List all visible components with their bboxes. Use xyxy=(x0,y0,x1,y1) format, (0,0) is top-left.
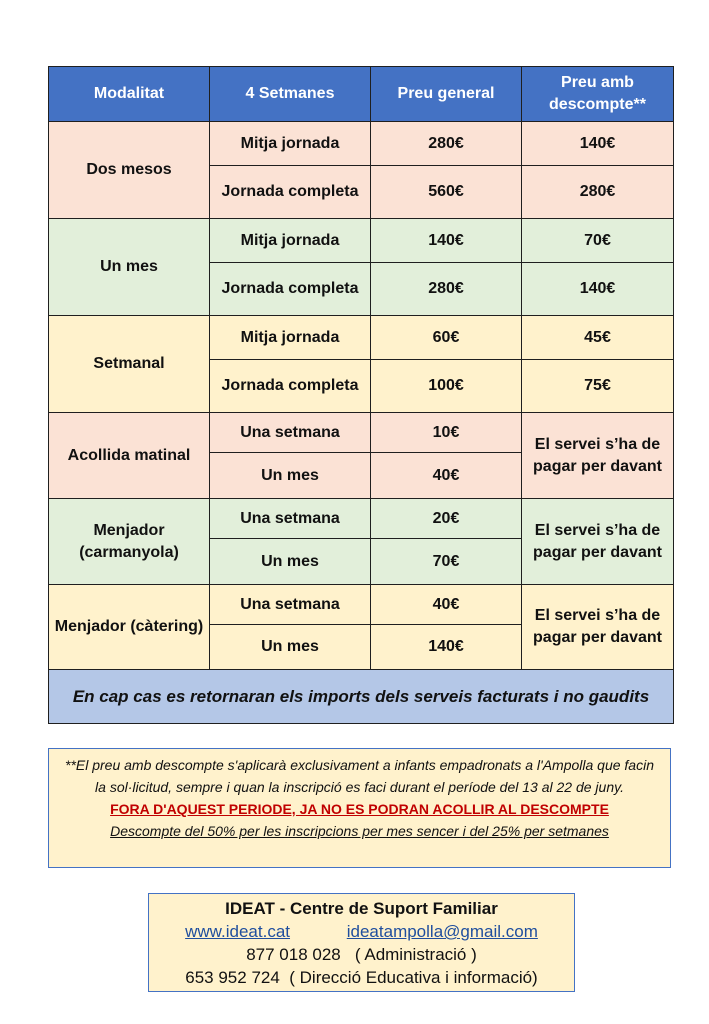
setmanes-cell: Un mes xyxy=(210,453,371,499)
price-table xyxy=(48,66,674,724)
modalitat-cell: Acollida matinal xyxy=(49,413,210,499)
header-setmanes: 4 Setmanes xyxy=(210,67,371,122)
email-link[interactable]: ideatampolla@gmail.com xyxy=(346,922,538,941)
setmanes-cell: Jornada completa xyxy=(210,360,371,413)
general-price-cell: 140€ xyxy=(371,625,522,670)
setmanes-cell: Un mes xyxy=(210,539,371,585)
table-row xyxy=(49,316,674,360)
setmanes-cell: Mitja jornada xyxy=(210,122,371,166)
discount-price-cell: 75€ xyxy=(522,360,674,413)
modalitat-cell: Setmanal xyxy=(49,316,210,413)
general-price-cell: 40€ xyxy=(371,585,522,625)
header-modalitat: Modalitat xyxy=(49,67,210,122)
no-refund-notice: En cap cas es retornaran els imports dels serveis facturats i no gaudits xyxy=(49,670,674,724)
prepay-note-cell: El servei s’ha de pagar per davant xyxy=(522,585,674,670)
contact-box xyxy=(148,893,575,992)
table-footer-row xyxy=(49,670,674,724)
discount-note-text: **El preu amb descompte s'aplicarà exclusivament a infants empadronats a l'Ampolla que facin la sol·licitud, sempre i quan la inscripció es faci durant el període del 13 al 22 de juny. xyxy=(65,757,654,795)
discount-percent-text: Descompte del 50% per les inscripcions per mes sencer i del 25% per setmanes xyxy=(110,823,609,839)
general-price-cell: 40€ xyxy=(371,453,522,499)
discount-price-cell: 140€ xyxy=(522,122,674,166)
table-row xyxy=(49,413,674,453)
table-row xyxy=(49,585,674,625)
discount-price-cell: 280€ xyxy=(522,166,674,219)
general-price-cell: 10€ xyxy=(371,413,522,453)
setmanes-cell: Una setmana xyxy=(210,413,371,453)
prepay-note-cell: El servei s’ha de pagar per davant xyxy=(522,413,674,499)
contact-links xyxy=(149,920,574,943)
general-price-cell: 280€ xyxy=(371,122,522,166)
table-row xyxy=(49,499,674,539)
modalitat-cell: Dos mesos xyxy=(49,122,210,219)
prepay-note-cell: El servei s’ha de pagar per davant xyxy=(522,499,674,585)
modalitat-cell: Menjador (càtering) xyxy=(49,585,210,670)
general-price-cell: 100€ xyxy=(371,360,522,413)
table-row xyxy=(49,219,674,263)
setmanes-cell: Una setmana xyxy=(210,585,371,625)
setmanes-cell: Jornada completa xyxy=(210,166,371,219)
phone-admin: 877 018 028 ( Administració ) xyxy=(246,945,477,964)
general-price-cell: 140€ xyxy=(371,219,522,263)
setmanes-cell: Una setmana xyxy=(210,499,371,539)
setmanes-cell: Jornada completa xyxy=(210,263,371,316)
general-price-cell: 560€ xyxy=(371,166,522,219)
discount-deadline-warning: FORA D'AQUEST PERIODE, JA NO ES PODRAN ACOLLIR AL DESCOMPTE xyxy=(110,801,609,817)
modalitat-cell: Menjador (carmanyola) xyxy=(49,499,210,585)
header-preu-descompte: Preu amb descompte** xyxy=(522,67,674,122)
website-link[interactable]: www.ideat.cat xyxy=(185,922,291,941)
discount-price-cell: 45€ xyxy=(522,316,674,360)
modalitat-cell: Un mes xyxy=(49,219,210,316)
table-header-row xyxy=(49,67,674,122)
header-preu-general: Preu general xyxy=(371,67,522,122)
setmanes-cell: Un mes xyxy=(210,625,371,670)
setmanes-cell: Mitja jornada xyxy=(210,219,371,263)
discount-price-cell: 140€ xyxy=(522,263,674,316)
phone-education: 653 952 724 ( Direcció Educativa i informació) xyxy=(185,968,538,987)
discount-note-box xyxy=(48,748,671,868)
general-price-cell: 70€ xyxy=(371,539,522,585)
table-row xyxy=(49,122,674,166)
general-price-cell: 280€ xyxy=(371,263,522,316)
discount-price-cell: 70€ xyxy=(522,219,674,263)
setmanes-cell: Mitja jornada xyxy=(210,316,371,360)
general-price-cell: 60€ xyxy=(371,316,522,360)
contact-title: IDEAT - Centre de Suport Familiar xyxy=(225,899,498,918)
general-price-cell: 20€ xyxy=(371,499,522,539)
